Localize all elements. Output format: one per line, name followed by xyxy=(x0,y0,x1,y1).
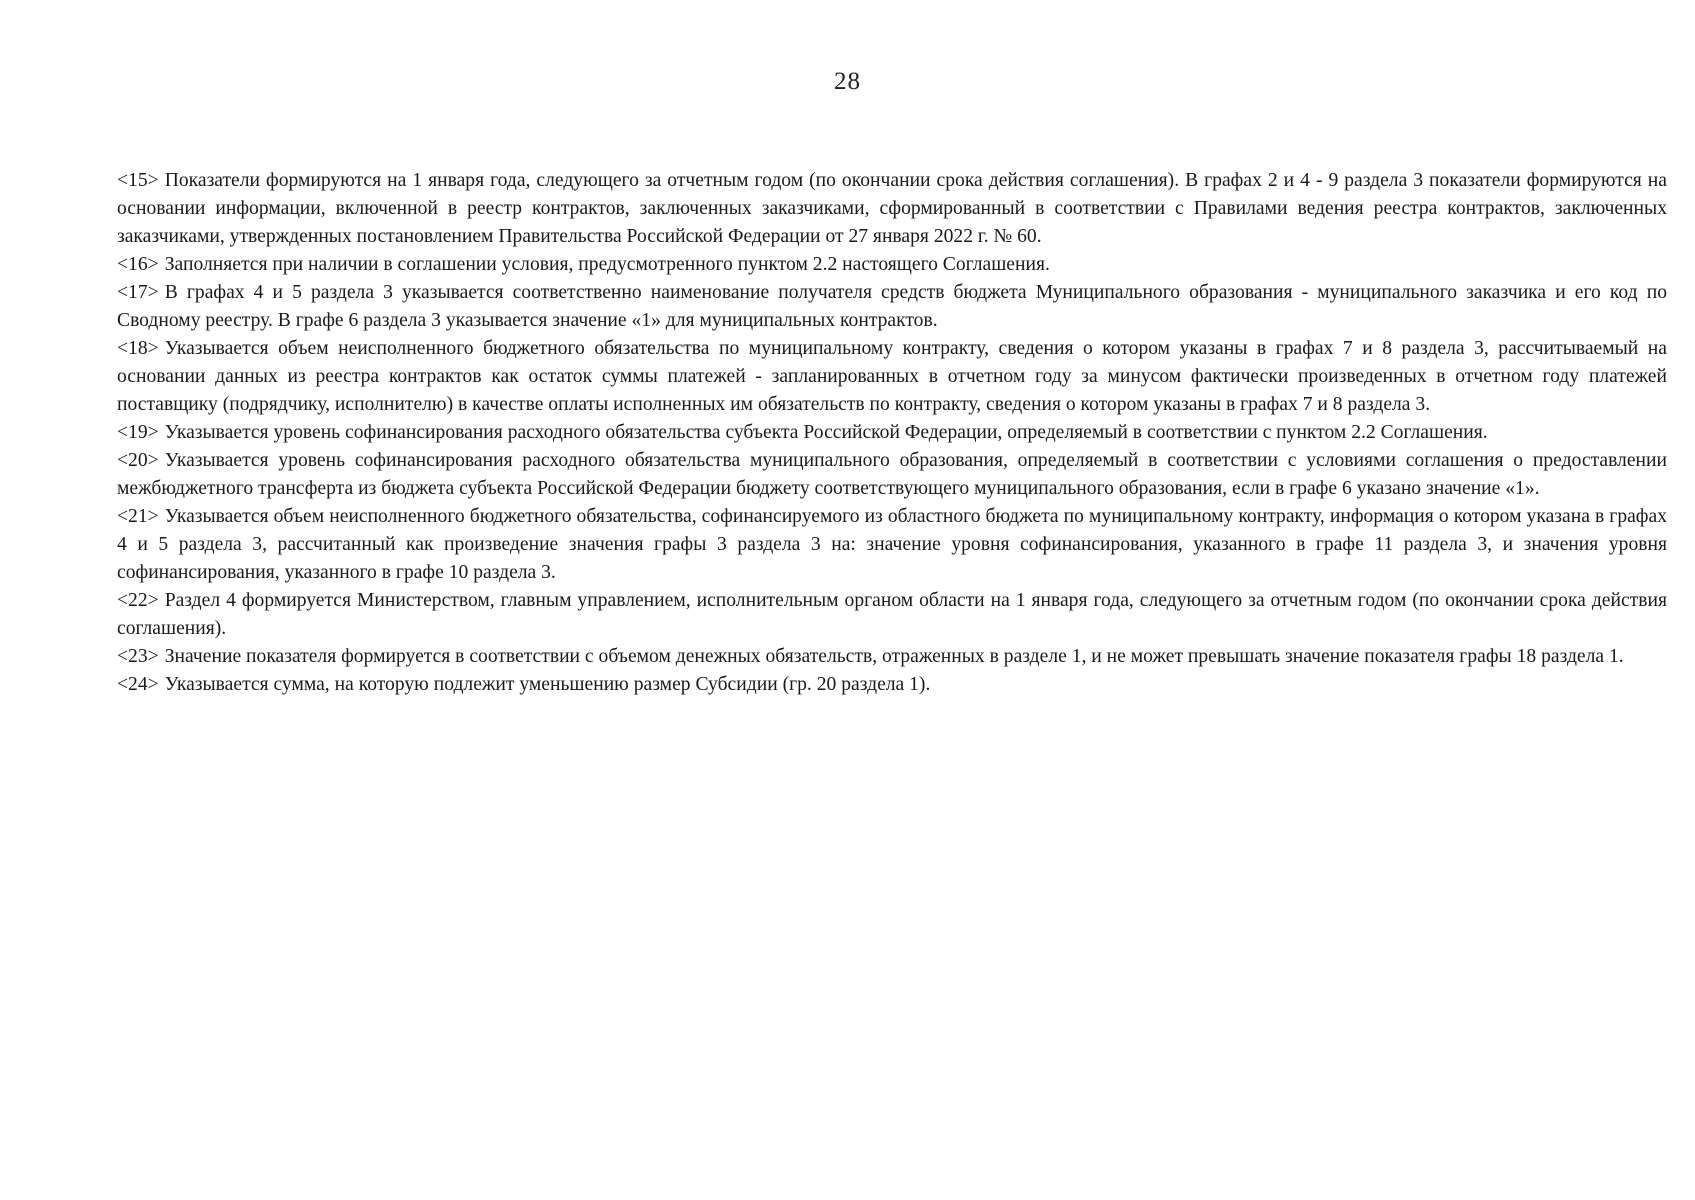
footnote-marker: <23> xyxy=(117,646,159,667)
footnote-marker: <20> xyxy=(117,450,159,471)
footnote-marker: <16> xyxy=(117,254,159,275)
footnote-text: В графах 4 и 5 раздела 3 указывается соответственно наименование получателя средств бюджета Муниципального образования - муниципального заказчика и его код по Сводному реестру. В графе 6 раздела 3 указывается значение «1» для муниципальных контрактов. xyxy=(117,282,1667,331)
footnote-marker: <17> xyxy=(117,282,159,303)
footnote-marker: <15> xyxy=(117,170,159,191)
footnote-22 xyxy=(117,587,1667,643)
footnote-marker: <18> xyxy=(117,338,159,359)
footnote-15 xyxy=(117,167,1667,251)
footnote-19 xyxy=(117,419,1667,447)
footnote-text: Указывается сумма, на которую подлежит уменьшению размер Субсидии (гр. 20 раздела 1). xyxy=(164,674,931,695)
page-number: 28 xyxy=(834,68,861,95)
footnote-text: Значение показателя формируется в соответствии с объемом денежных обязательств, отраженных в разделе 1, и не может превышать значение показателя графы 18 раздела 1. xyxy=(164,646,1624,667)
footnote-18 xyxy=(117,335,1667,419)
footnote-17 xyxy=(117,279,1667,335)
footnote-text: Указывается объем неисполненного бюджетного обязательства по муниципальному контракту, сведения о котором указаны в графах 7 и 8 раздела 3, рассчитываемый на основании данных из реестра контрактов как остаток суммы платежей - запланированных в отчетном году за минусом фактически произведенных в отчетном году платежей поставщику (подрядчику, исполнителю) в качестве оплаты исполненных им обязательств по контракту, сведения о котором указаны в графах 7 и 8 раздела 3. xyxy=(117,338,1667,415)
footnote-text: Показатели формируются на 1 января года, следующего за отчетным годом (по окончании срока действия соглашения). В графах 2 и 4 - 9 раздела 3 показатели формируются на основании информации, включенной в реестр контрактов, заключенных заказчиками, сформированный в соответствии с Правилами ведения реестра контрактов, заключенных заказчиками, утвержденных постановлением Правительства Российской Федерации от 27 января 2022 г. № 60. xyxy=(117,170,1667,247)
footnote-text: Заполняется при наличии в соглашении условия, предусмотренного пунктом 2.2 настоящего Соглашения. xyxy=(164,254,1050,275)
footnote-21 xyxy=(117,503,1667,587)
footnote-20 xyxy=(117,447,1667,503)
footnote-text: Раздел 4 формируется Министерством, главным управлением, исполнительным органом области на 1 января года, следующего за отчетным годом (по окончании срока действия соглашения). xyxy=(117,590,1667,639)
footnote-marker: <24> xyxy=(117,674,159,695)
footnote-marker: <19> xyxy=(117,422,159,443)
footnote-marker: <21> xyxy=(117,506,159,527)
footnote-23 xyxy=(117,643,1667,671)
footnote-16 xyxy=(117,251,1667,279)
footnote-text: Указывается уровень софинансирования расходного обязательства субъекта Российской Федерации, определяемый в соответствии с пунктом 2.2 Соглашения. xyxy=(164,422,1488,443)
footnote-text: Указывается уровень софинансирования расходного обязательства муниципального образования, определяемый в соответствии с условиями соглашения о предоставлении межбюджетного трансферта из бюджета субъекта Российской Федерации бюджету соответствующего муниципального образования, если в графе 6 указано значение «1». xyxy=(117,450,1667,499)
footnotes-list xyxy=(117,167,1667,699)
footnote-text: Указывается объем неисполненного бюджетного обязательства, софинансируемого из областного бюджета по муниципальному контракту, информация о котором указана в графах 4 и 5 раздела 3, рассчитанный как произведение значения графы 3 раздела 3 на: значение уровня софинансирования, указанного в графе 11 раздела 3, и значения уровня софинансирования, указанного в графе 10 раздела 3. xyxy=(117,506,1667,583)
footnote-24 xyxy=(117,671,1667,699)
footnote-marker: <22> xyxy=(117,590,159,611)
